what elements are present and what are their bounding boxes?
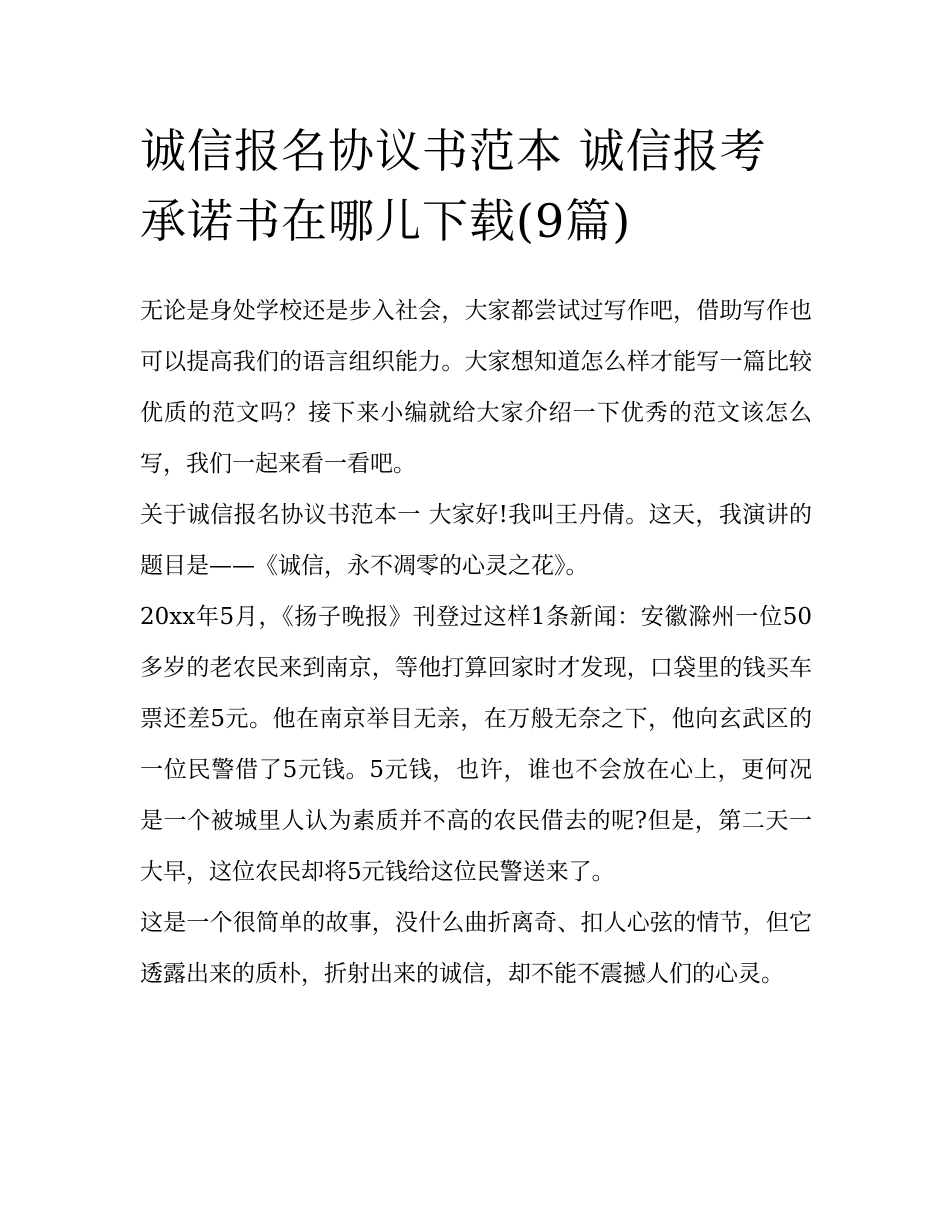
document-title: 诚信报名协议书范本 诚信报考承诺书在哪儿下载(9篇) — [140, 124, 767, 248]
paragraph-intro: 无论是身处学校还是步入社会，大家都尝试过写作吧，借助写作也可以提高我们的语言组织能力。大家想知道怎么样才能写一篇比较优质的范文吗？接下来小编就给大家介绍一下优秀的范文该怎么写，我们一起来看一看吧。 — [140, 298, 812, 477]
document-content — [140, 116, 812, 1000]
paragraph-speech-opening: 关于诚信报名协议书范本一 大家好!我叫王丹倩。这天，我演讲的题目是——《诚信，永不凋零的心灵之花》。 — [140, 502, 812, 579]
document-body — [140, 286, 812, 1000]
paragraph-reflection: 这是一个很简单的故事，没什么曲折离奇、扣人心弦的情节，但它透露出来的质朴，折射出来的诚信，却不能不震撼人们的心灵。 — [140, 910, 812, 987]
paragraph-news-story: 20xx年5月，《扬子晚报》刊登过这样1条新闻：安徽滁州一位50多岁的老农民来到南京，等他打算回家时才发现，口袋里的钱买车票还差5元。他在南京举目无亲，在万般无奈之下，他向玄武区的一位民警借了5元钱。5元钱，也许，谁也不会放在心上，更何况是一个被城里人认为素质并不高的农民借去的呢?但是，第二天一大早，这位农民却将5元钱给这位民警送来了。 — [140, 604, 812, 885]
